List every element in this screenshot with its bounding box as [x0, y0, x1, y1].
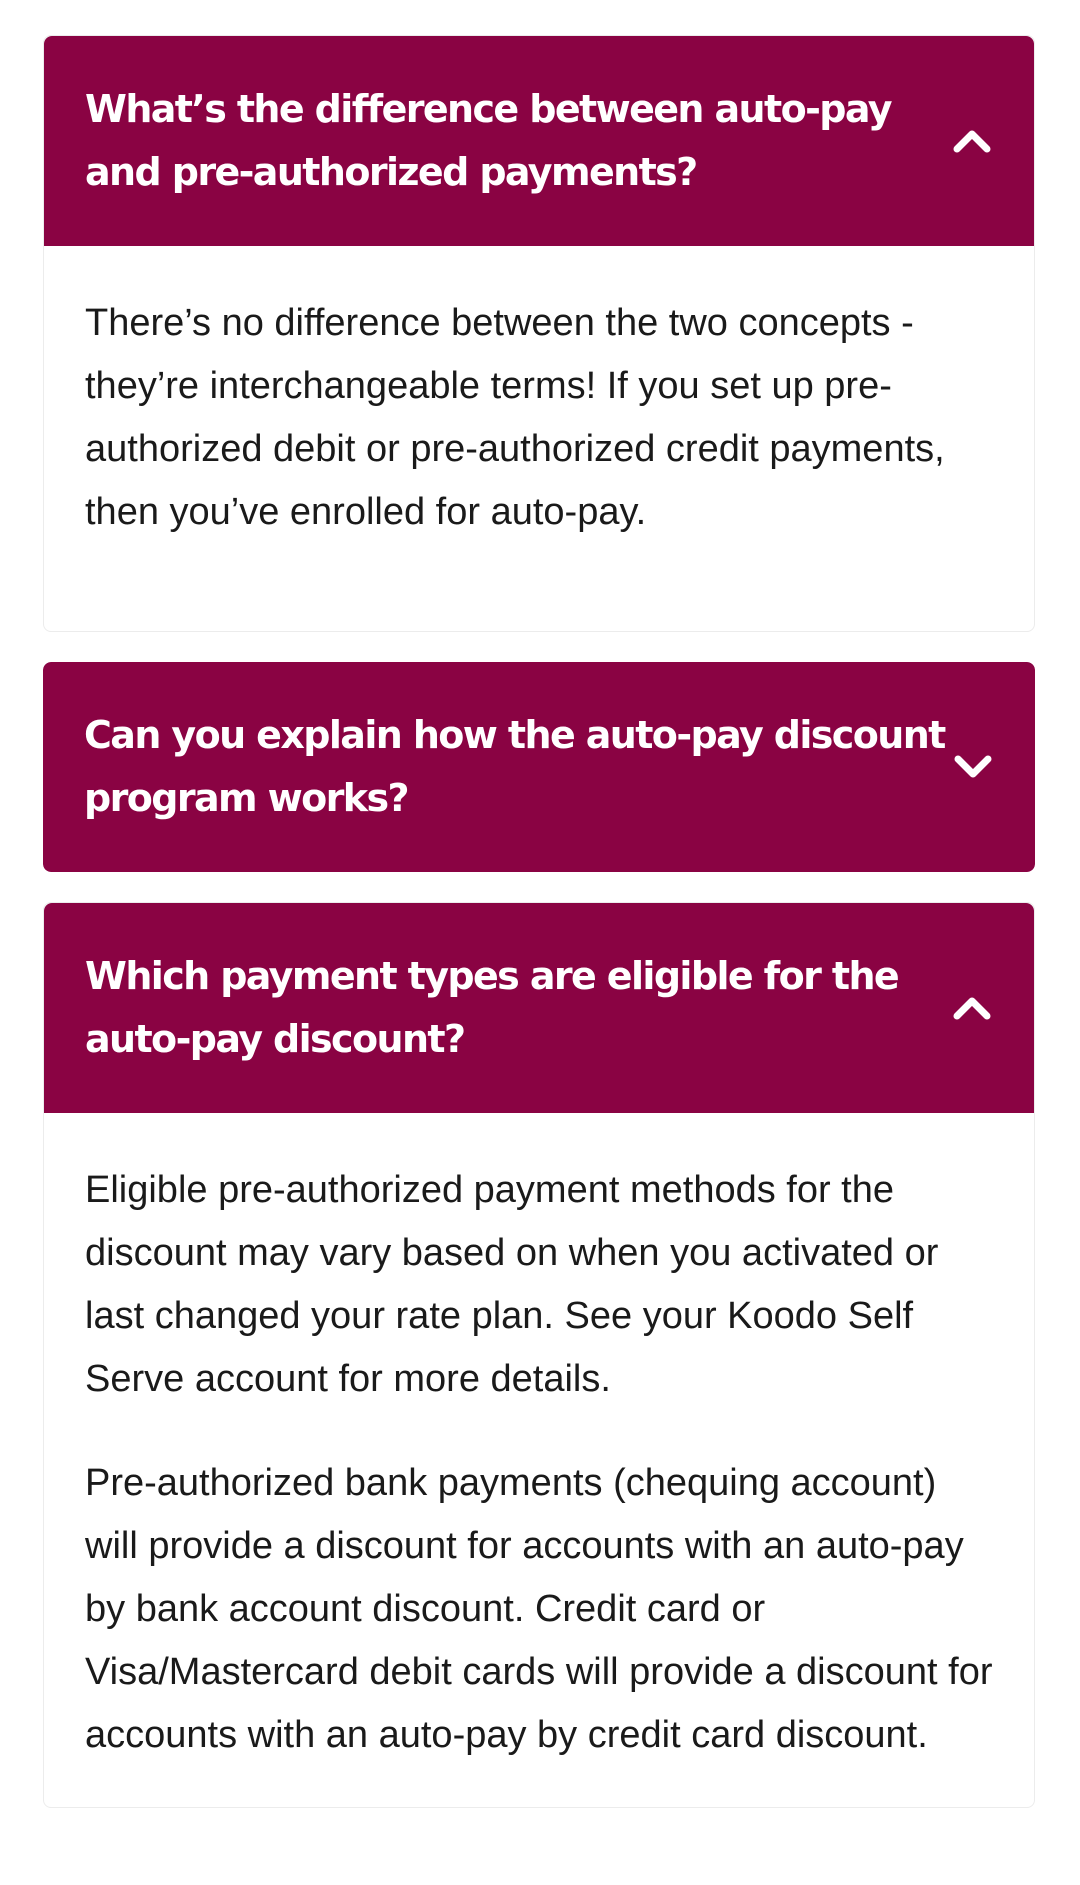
chevron-up-icon[interactable] — [950, 119, 994, 163]
faq-accordion — [43, 35, 1035, 1838]
faq-question-button[interactable] — [44, 36, 1034, 246]
faq-answer-paragraph: There’s no difference between the two concepts - they’re interchangeable terms! If you set up pre-authorized debit or pre-authorized credit payments, then you’ve enrolled for auto-pay. — [85, 302, 945, 533]
faq-question-button[interactable] — [44, 903, 1034, 1113]
faq-question-text: Which payment types are eligible for the auto-pay discount? — [85, 954, 899, 1061]
faq-question-button[interactable] — [43, 662, 1035, 872]
faq-question-text: Can you explain how the auto-pay discount program works? — [84, 713, 945, 820]
faq-answer-paragraph: Eligible pre-authorized payment methods for the discount may vary based on when you activated or last changed your rate plan. See your Koodo Self Serve account for more details. — [85, 1169, 939, 1400]
faq-answer — [44, 246, 1034, 631]
faq-answer — [44, 1113, 1034, 1807]
faq-answer-paragraph: Pre-authorized bank payments (chequing account) will provide a discount for accounts with an auto-pay by bank account discount. Credit card or Visa/Mastercard debit cards will provide a discount for accounts with an auto-pay by credit card discount. — [85, 1462, 993, 1756]
chevron-down-icon[interactable] — [951, 745, 995, 789]
chevron-up-icon[interactable] — [950, 986, 994, 1030]
faq-item — [43, 35, 1035, 632]
faq-item — [43, 902, 1035, 1808]
faq-item — [43, 662, 1035, 872]
faq-question-text: What’s the difference between auto-pay and pre-authorized payments? — [85, 87, 891, 194]
